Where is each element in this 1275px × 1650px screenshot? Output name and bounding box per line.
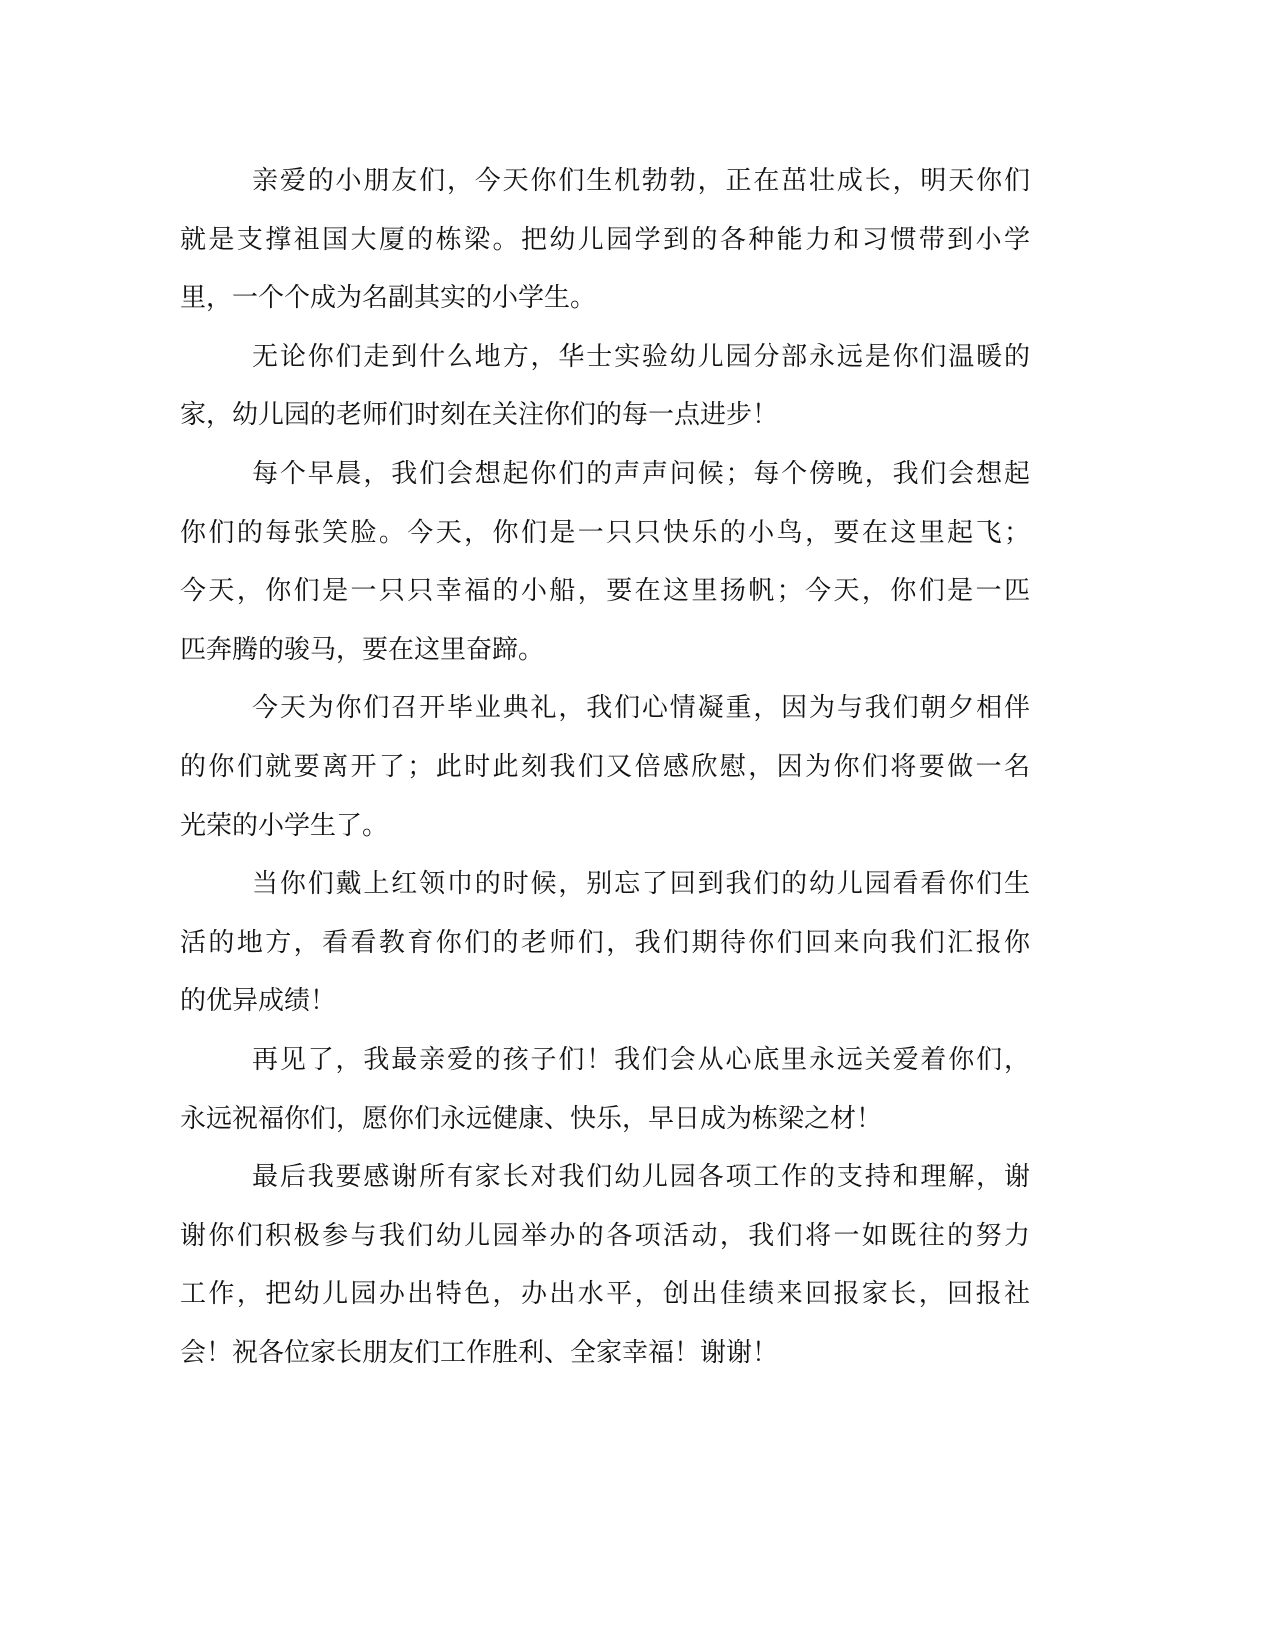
paragraph-line: 每个早晨，我们会想起你们的声声问候；每个傍晚，我们会想起 [252,458,1030,489]
paragraph-line: 的你们就要离开了；此时此刻我们又倍感欣慰，因为你们将要做一名 [180,751,1030,782]
paragraph-line: 再见了，我最亲爱的孩子们！我们会从心底里永远关爱着你们， [252,1044,1030,1075]
paragraph-line: 匹奔腾的骏马，要在这里奋蹄。 [180,634,545,665]
paragraph-line: 谢你们积极参与我们幼儿园举办的各项活动，我们将一如既往的努力 [180,1220,1030,1251]
paragraph-line: 永远祝福你们，愿你们永远健康、快乐，早日成为栋梁之材！ [180,1103,883,1134]
paragraph-line: 无论你们走到什么地方，华士实验幼儿园分部永远是你们温暖的 [252,341,1030,372]
paragraph-7 [180,1148,1030,1382]
paragraph-line: 里，一个个成为名副其实的小学生。 [180,283,597,314]
paragraph-6 [180,1031,1030,1148]
paragraph-line: 当你们戴上红领巾的时候，别忘了回到我们的幼儿园看看你们生 [252,869,1030,900]
paragraph-line: 的优异成绩！ [180,986,337,1017]
paragraph-line: 今天，你们是一只只幸福的小船，要在这里扬帆；今天，你们是一匹 [180,576,1030,607]
paragraph-line: 家，幼儿园的老师们时刻在关注你们的每一点进步！ [180,400,779,431]
paragraph-line: 亲爱的小朋友们，今天你们生机勃勃，正在茁壮成长，明天你们 [252,166,1030,196]
paragraph-line: 光荣的小学生了。 [180,810,389,841]
paragraph-line: 就是支撑祖国大厦的栋梁。把幼儿园学到的各种能力和习惯带到小学 [180,224,1030,255]
paragraph-line: 最后我要感谢所有家长对我们幼儿园各项工作的支持和理解，谢 [252,1162,1030,1193]
document-body [180,152,1030,1382]
paragraph-4 [180,679,1030,855]
paragraph-line: 今天为你们召开毕业典礼，我们心情凝重，因为与我们朝夕相伴 [252,693,1030,724]
paragraph-line: 会！祝各位家长朋友们工作胜利、全家幸福！谢谢！ [180,1337,779,1368]
paragraph-1 [180,152,1030,328]
paragraph-3 [180,445,1030,679]
paragraph-5 [180,855,1030,1031]
paragraph-2 [180,328,1030,445]
paragraph-line: 工作，把幼儿园办出特色，办出水平，创出佳绩来回报家长，回报社 [180,1279,1030,1310]
paragraph-line: 活的地方，看看教育你们的老师们，我们期待你们回来向我们汇报你 [180,927,1030,958]
paragraph-line: 你们的每张笑脸。今天，你们是一只只快乐的小鸟，要在这里起飞； [180,517,1030,548]
